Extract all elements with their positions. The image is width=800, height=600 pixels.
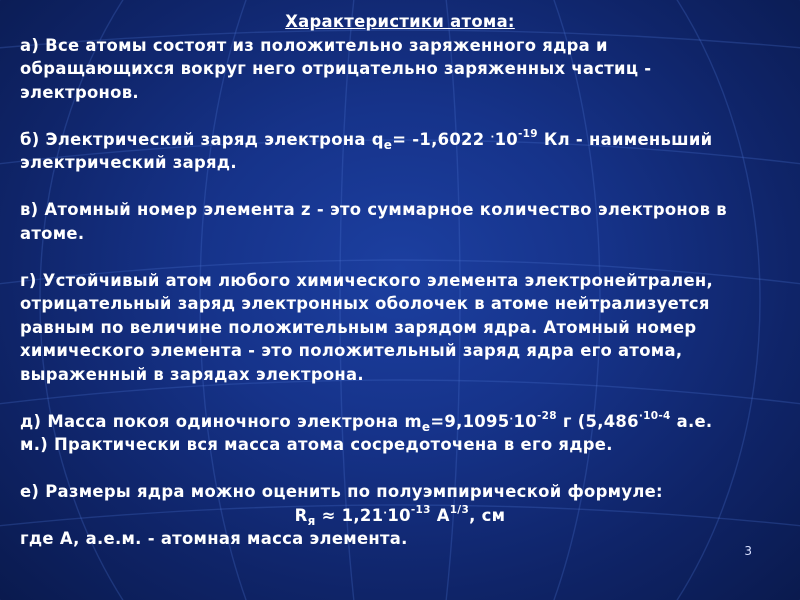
nucleus-radius-formula <box>20 504 780 528</box>
spacer <box>20 386 780 410</box>
electron-mass-text: д) Масса покоя одиночного электрона m <box>20 411 422 431</box>
paragraph-e-line-1 <box>20 410 780 434</box>
paragraph-f-line-3: где A, а.е.м. - атомная масса элемента. <box>20 529 408 548</box>
paragraph-a-line-3: электронов. <box>20 82 139 102</box>
paragraph-d-line-3: равным по величине положительным зарядом ядра. Атомный номер <box>20 317 697 337</box>
power-exponent: -19 <box>517 127 538 140</box>
paragraph-d-line-2: отрицательный заряд электронных оболочек в атоме нейтрализуется <box>20 294 710 313</box>
paragraph-c-line-1: в) Атомный номер элемента z - это суммарное количество электронов в <box>20 200 727 219</box>
paragraph-f-line-1: е) Размеры ядра можно оценить по полуэмпирической формуле: <box>20 482 663 501</box>
slide-content <box>20 10 780 551</box>
electron-charge-unit: Кл - наименьший <box>537 129 713 149</box>
multiplication-dot: · <box>383 507 388 519</box>
power-base: 10 <box>494 129 518 149</box>
spacer <box>20 175 780 199</box>
paragraph-c-line-2: атоме. <box>20 223 85 243</box>
paragraph-d-line-5: выраженный в зарядах электрона. <box>20 364 364 384</box>
power-exponent: -28 <box>536 409 557 422</box>
slide-title: Характеристики атома: <box>285 12 515 31</box>
formula-subscript: я <box>307 513 316 528</box>
paragraph-a-line-1: а) Все атомы состоят из положительно заряженного ядра и <box>20 35 608 55</box>
formula-mass-symbol: A <box>430 505 450 525</box>
paragraph-a-line-2: обращающихся вокруг него отрицательно заряженных частиц - <box>20 59 652 78</box>
electron-mass-value: =9,1095 <box>430 411 510 431</box>
power-base: 10 <box>387 505 411 525</box>
electron-mass-subscript: e <box>421 419 431 434</box>
paragraph-b-line-2: электрический заряд. <box>20 153 237 172</box>
formula-symbol: R <box>294 505 308 525</box>
paragraph-b-line-1 <box>20 128 780 152</box>
formula-mass-exponent: 1/3 <box>449 503 470 516</box>
power-exponent: -13 <box>410 503 431 516</box>
paragraph-d-line-4: химического элемента - это положительный заряд ядра его атома, <box>20 341 683 360</box>
power-exponent-amu: 10-4 <box>643 409 671 422</box>
multiplication-dot-superscript: · <box>638 409 644 422</box>
formula-coefficient: ≈ 1,21 <box>315 505 384 525</box>
paragraph-e-line-2: м.) Практически вся масса атома сосредоточена в его ядре. <box>20 435 613 454</box>
spacer <box>20 245 780 269</box>
spacer <box>20 457 780 481</box>
power-base: 10 <box>513 411 537 431</box>
electron-charge-equals: = -1,6022 <box>392 129 491 149</box>
paragraph-d-line-1: г) Устойчивый атом любого химического элемента электронейтрален, <box>20 270 714 290</box>
electron-mass-unit: а.е. <box>670 411 713 431</box>
formula-unit: , см <box>469 505 506 525</box>
electron-charge-subscript: e <box>383 137 393 152</box>
multiplication-dot: · <box>509 413 514 425</box>
spacer <box>20 104 780 128</box>
electron-mass-amu: г (5,486 <box>556 411 639 431</box>
page-number: 3 <box>744 544 752 558</box>
multiplication-dot: · <box>490 131 495 143</box>
electron-charge-text: б) Электрический заряд электрона q <box>20 129 384 149</box>
